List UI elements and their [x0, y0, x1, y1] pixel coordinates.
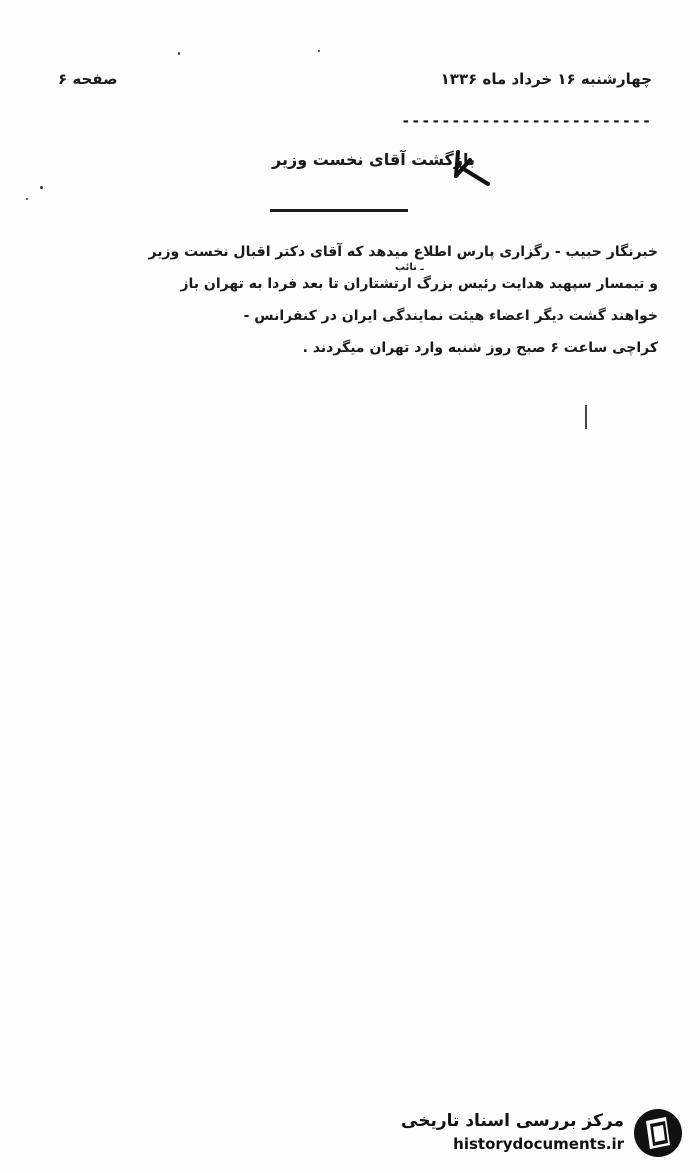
- interline-correction: ـ نائب: [395, 262, 424, 273]
- logo-url: historydocuments.ir: [453, 1135, 624, 1153]
- handwritten-mark-icon: [448, 146, 496, 188]
- body-line: و تیمسار سپهبد هدایت رئیس بزرگ ارتشتاران تا بعد فردا به تهران باز: [180, 276, 658, 292]
- document-body: [33, 236, 658, 364]
- body-line: خواهند گشت دیگر اعضاء هیئت نمایندگی ایران در کنفرانس -: [243, 308, 658, 324]
- body-line: کراچی ساعت ۶ صبح روز شنبه وارد تهران میگردند .: [302, 340, 658, 356]
- logo-name: مرکز بررسی اسناد تاریخی: [401, 1111, 624, 1131]
- margin-mark: [585, 405, 587, 429]
- body-line: خبرنگار حبیب - رگزاری پارس اطلاع میدهد که آقای دکتر اقبال نخست وزیر: [148, 244, 658, 260]
- scan-speck: [40, 186, 43, 189]
- scan-speck: [26, 198, 28, 200]
- dash-separator: -------------------------: [401, 112, 652, 130]
- document-date: چهارشنبه ۱۶ خرداد ماه ۱۳۳۶: [440, 70, 652, 88]
- document-title: بازگشت آقای نخست وزیر: [272, 150, 475, 169]
- book-pages-icon: [632, 1107, 684, 1159]
- title-underline: [270, 209, 408, 212]
- scan-speck: [178, 52, 180, 55]
- scan-speck: [318, 50, 320, 52]
- page-number-label: صفحه ۶: [58, 70, 118, 88]
- archive-logo[interactable]: [401, 1107, 686, 1159]
